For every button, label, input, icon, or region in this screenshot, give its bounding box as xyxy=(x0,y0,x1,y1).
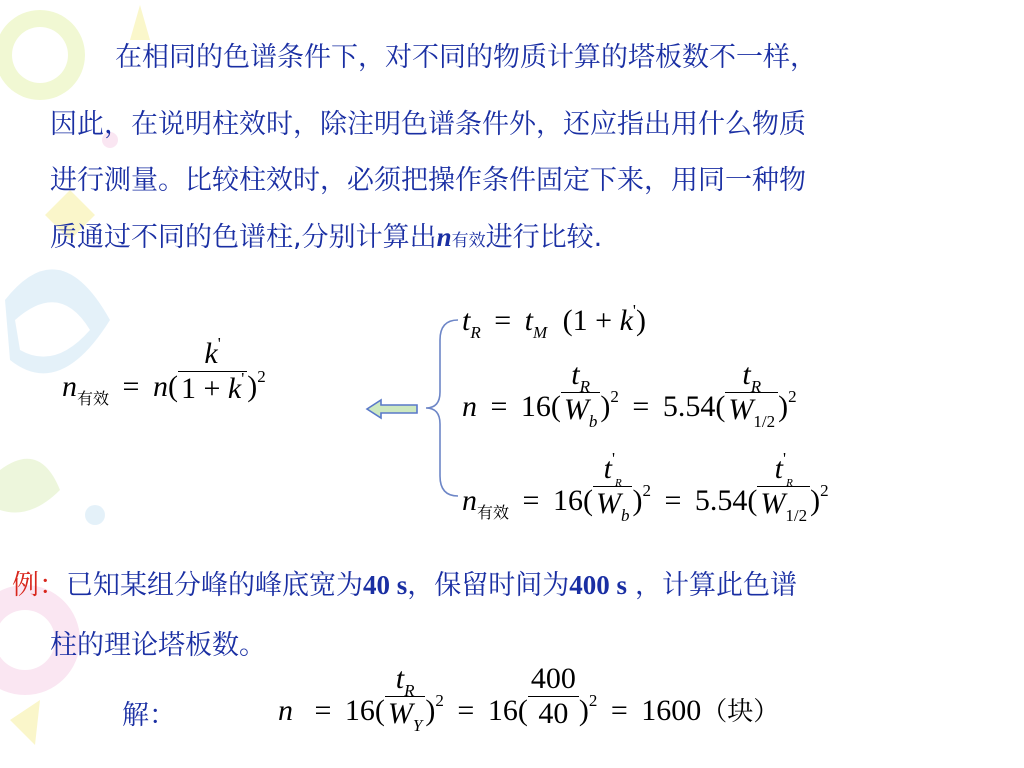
fraction-400-over-40 xyxy=(528,661,579,730)
subscript-b: b xyxy=(588,411,598,431)
subscript-R: R xyxy=(404,680,415,700)
formula-plate-number xyxy=(462,357,797,431)
exponent-2: 2 xyxy=(642,481,651,500)
coefficient-16: 16( xyxy=(344,694,385,727)
subscript-R: R xyxy=(470,323,481,342)
equals-sign: = xyxy=(122,370,140,403)
one-plus: 1 + xyxy=(572,304,620,337)
formula-effective-plate-number xyxy=(462,448,829,525)
subscript-Y: Y xyxy=(412,715,423,735)
subscript-R: R xyxy=(786,476,793,489)
symbol-W: W xyxy=(387,696,413,730)
fraction-tR-over-Wb xyxy=(561,357,601,431)
coefficient-16: 16( xyxy=(487,694,528,727)
example-line-2 xyxy=(50,632,266,659)
example-text-post: ，计算此色谱 xyxy=(635,570,798,601)
paragraph-line-4-pre: 质通过不同的色谱柱,分别计算出 xyxy=(50,222,437,253)
fraction-tRprime-over-Wb xyxy=(593,448,633,525)
symbol-t: t xyxy=(395,661,405,695)
symbol-t: t xyxy=(603,451,612,485)
symbol-t: t xyxy=(524,304,533,337)
example-text-mid: ，保留时间为 xyxy=(407,570,570,601)
one-plus: 1 + xyxy=(180,371,228,405)
example-line-1 xyxy=(12,572,797,599)
example-line-2-text: 柱的理论塔板数。 xyxy=(50,630,266,661)
symbol-n: n xyxy=(462,390,477,423)
symbol-t: t xyxy=(571,357,580,391)
close-paren: ) xyxy=(632,484,643,517)
result-1600: 1600 xyxy=(641,694,702,727)
symbol-W: W xyxy=(563,392,589,426)
symbol-t: t xyxy=(774,451,783,485)
symbol-n: n xyxy=(152,370,168,403)
close-paren: ) xyxy=(810,484,821,517)
prime-mark: ' xyxy=(782,448,787,468)
numerator-400: 400 xyxy=(530,661,576,695)
unit-label: （块） xyxy=(701,697,780,727)
symbol-W: W xyxy=(760,486,786,520)
paragraph-line-2-text: 因此，在说明柱效时，除注明色谱条件外，还应指出用什么物质 xyxy=(50,109,806,140)
paragraph-line-2 xyxy=(50,111,806,138)
subscript-effective: 有效 xyxy=(77,389,110,408)
symbol-t: t xyxy=(462,304,471,337)
fraction-tRprime-over-Whalf xyxy=(757,448,810,525)
fraction-tR-over-WY xyxy=(385,661,425,735)
equals-sign: = xyxy=(490,390,508,423)
coefficient-5-54: 5.54( xyxy=(662,390,726,423)
paragraph-line-1 xyxy=(115,44,817,71)
exponent-2: 2 xyxy=(820,481,829,500)
close-paren: ) xyxy=(578,694,589,727)
fraction-tR-over-Whalf xyxy=(725,357,778,431)
open-paren: ( xyxy=(167,370,178,403)
paragraph-line-1-text: 在相同的色谱条件下，对不同的物质计算的塔板数不一样， xyxy=(115,42,817,73)
exponent-2: 2 xyxy=(610,387,619,406)
prime-mark: ' xyxy=(611,448,616,468)
formula-solution xyxy=(278,661,780,735)
exponent-2: 2 xyxy=(788,387,797,406)
curly-brace-icon xyxy=(422,318,462,498)
example-peak-width: 40 s xyxy=(363,570,408,600)
formula-retention-time xyxy=(462,301,646,342)
paragraph-n-subscript: 有效 xyxy=(451,231,486,251)
prime-mark: ' xyxy=(632,301,636,320)
equals-sign: = xyxy=(632,390,650,423)
symbol-n: n xyxy=(462,484,477,517)
formula-n-effective xyxy=(62,333,266,408)
coefficient-16: 16( xyxy=(552,484,593,517)
left-arrow-icon xyxy=(365,398,420,420)
subscript-half: 1/2 xyxy=(785,505,808,525)
paragraph-n-symbol: n xyxy=(436,222,452,252)
coefficient-5-54: 5.54( xyxy=(694,484,758,517)
equals-sign: = xyxy=(610,694,628,727)
example-text-pre: 已知某组分峰的峰底宽为 xyxy=(66,570,363,601)
close-paren: ) xyxy=(247,370,258,403)
symbol-W: W xyxy=(595,486,621,520)
solution-label-text: 解： xyxy=(122,700,176,731)
symbol-k: k xyxy=(204,336,218,370)
paragraph-line-4 xyxy=(50,224,602,251)
example-label: 例： xyxy=(12,570,66,601)
equals-sign: = xyxy=(457,694,475,727)
close-paren: ) xyxy=(636,304,646,337)
symbol-n: n xyxy=(62,370,77,403)
example-retention-time: 400 s xyxy=(569,570,628,600)
equals-sign: = xyxy=(664,484,682,517)
subscript-R: R xyxy=(615,476,622,489)
close-paren: ) xyxy=(778,390,789,423)
exponent-2: 2 xyxy=(588,691,598,710)
equals-sign: = xyxy=(522,484,540,517)
denominator-40: 40 xyxy=(538,696,569,730)
fraction-k-over-1pk xyxy=(178,333,247,405)
prime-mark: ' xyxy=(241,368,245,388)
coefficient-16: 16( xyxy=(520,390,561,423)
symbol-n: n xyxy=(278,694,293,727)
equals-sign: = xyxy=(314,694,332,727)
symbol-k: k xyxy=(619,304,633,337)
equals-sign: = xyxy=(494,304,512,337)
close-paren: ) xyxy=(600,390,611,423)
prime-mark: ' xyxy=(217,333,221,353)
symbol-k: k xyxy=(227,371,242,405)
close-paren: ) xyxy=(425,694,436,727)
subscript-R: R xyxy=(750,376,762,396)
open-paren: ( xyxy=(562,304,573,337)
solution-label xyxy=(122,702,176,729)
exponent-2: 2 xyxy=(257,367,266,386)
exponent-2: 2 xyxy=(435,691,444,710)
paragraph-line-3-text: 进行测量。比较柱效时，必须把操作条件固定下来，用同一种物 xyxy=(50,165,806,196)
subscript-b: b xyxy=(620,505,630,525)
subscript-M: M xyxy=(533,323,548,342)
symbol-W: W xyxy=(728,392,754,426)
paragraph-line-3 xyxy=(50,167,806,194)
subscript-effective: 有效 xyxy=(477,503,510,522)
paragraph-line-4-post: 进行比较. xyxy=(485,222,603,253)
symbol-t: t xyxy=(742,357,751,391)
subscript-R: R xyxy=(579,376,591,396)
subscript-half: 1/2 xyxy=(753,411,776,431)
